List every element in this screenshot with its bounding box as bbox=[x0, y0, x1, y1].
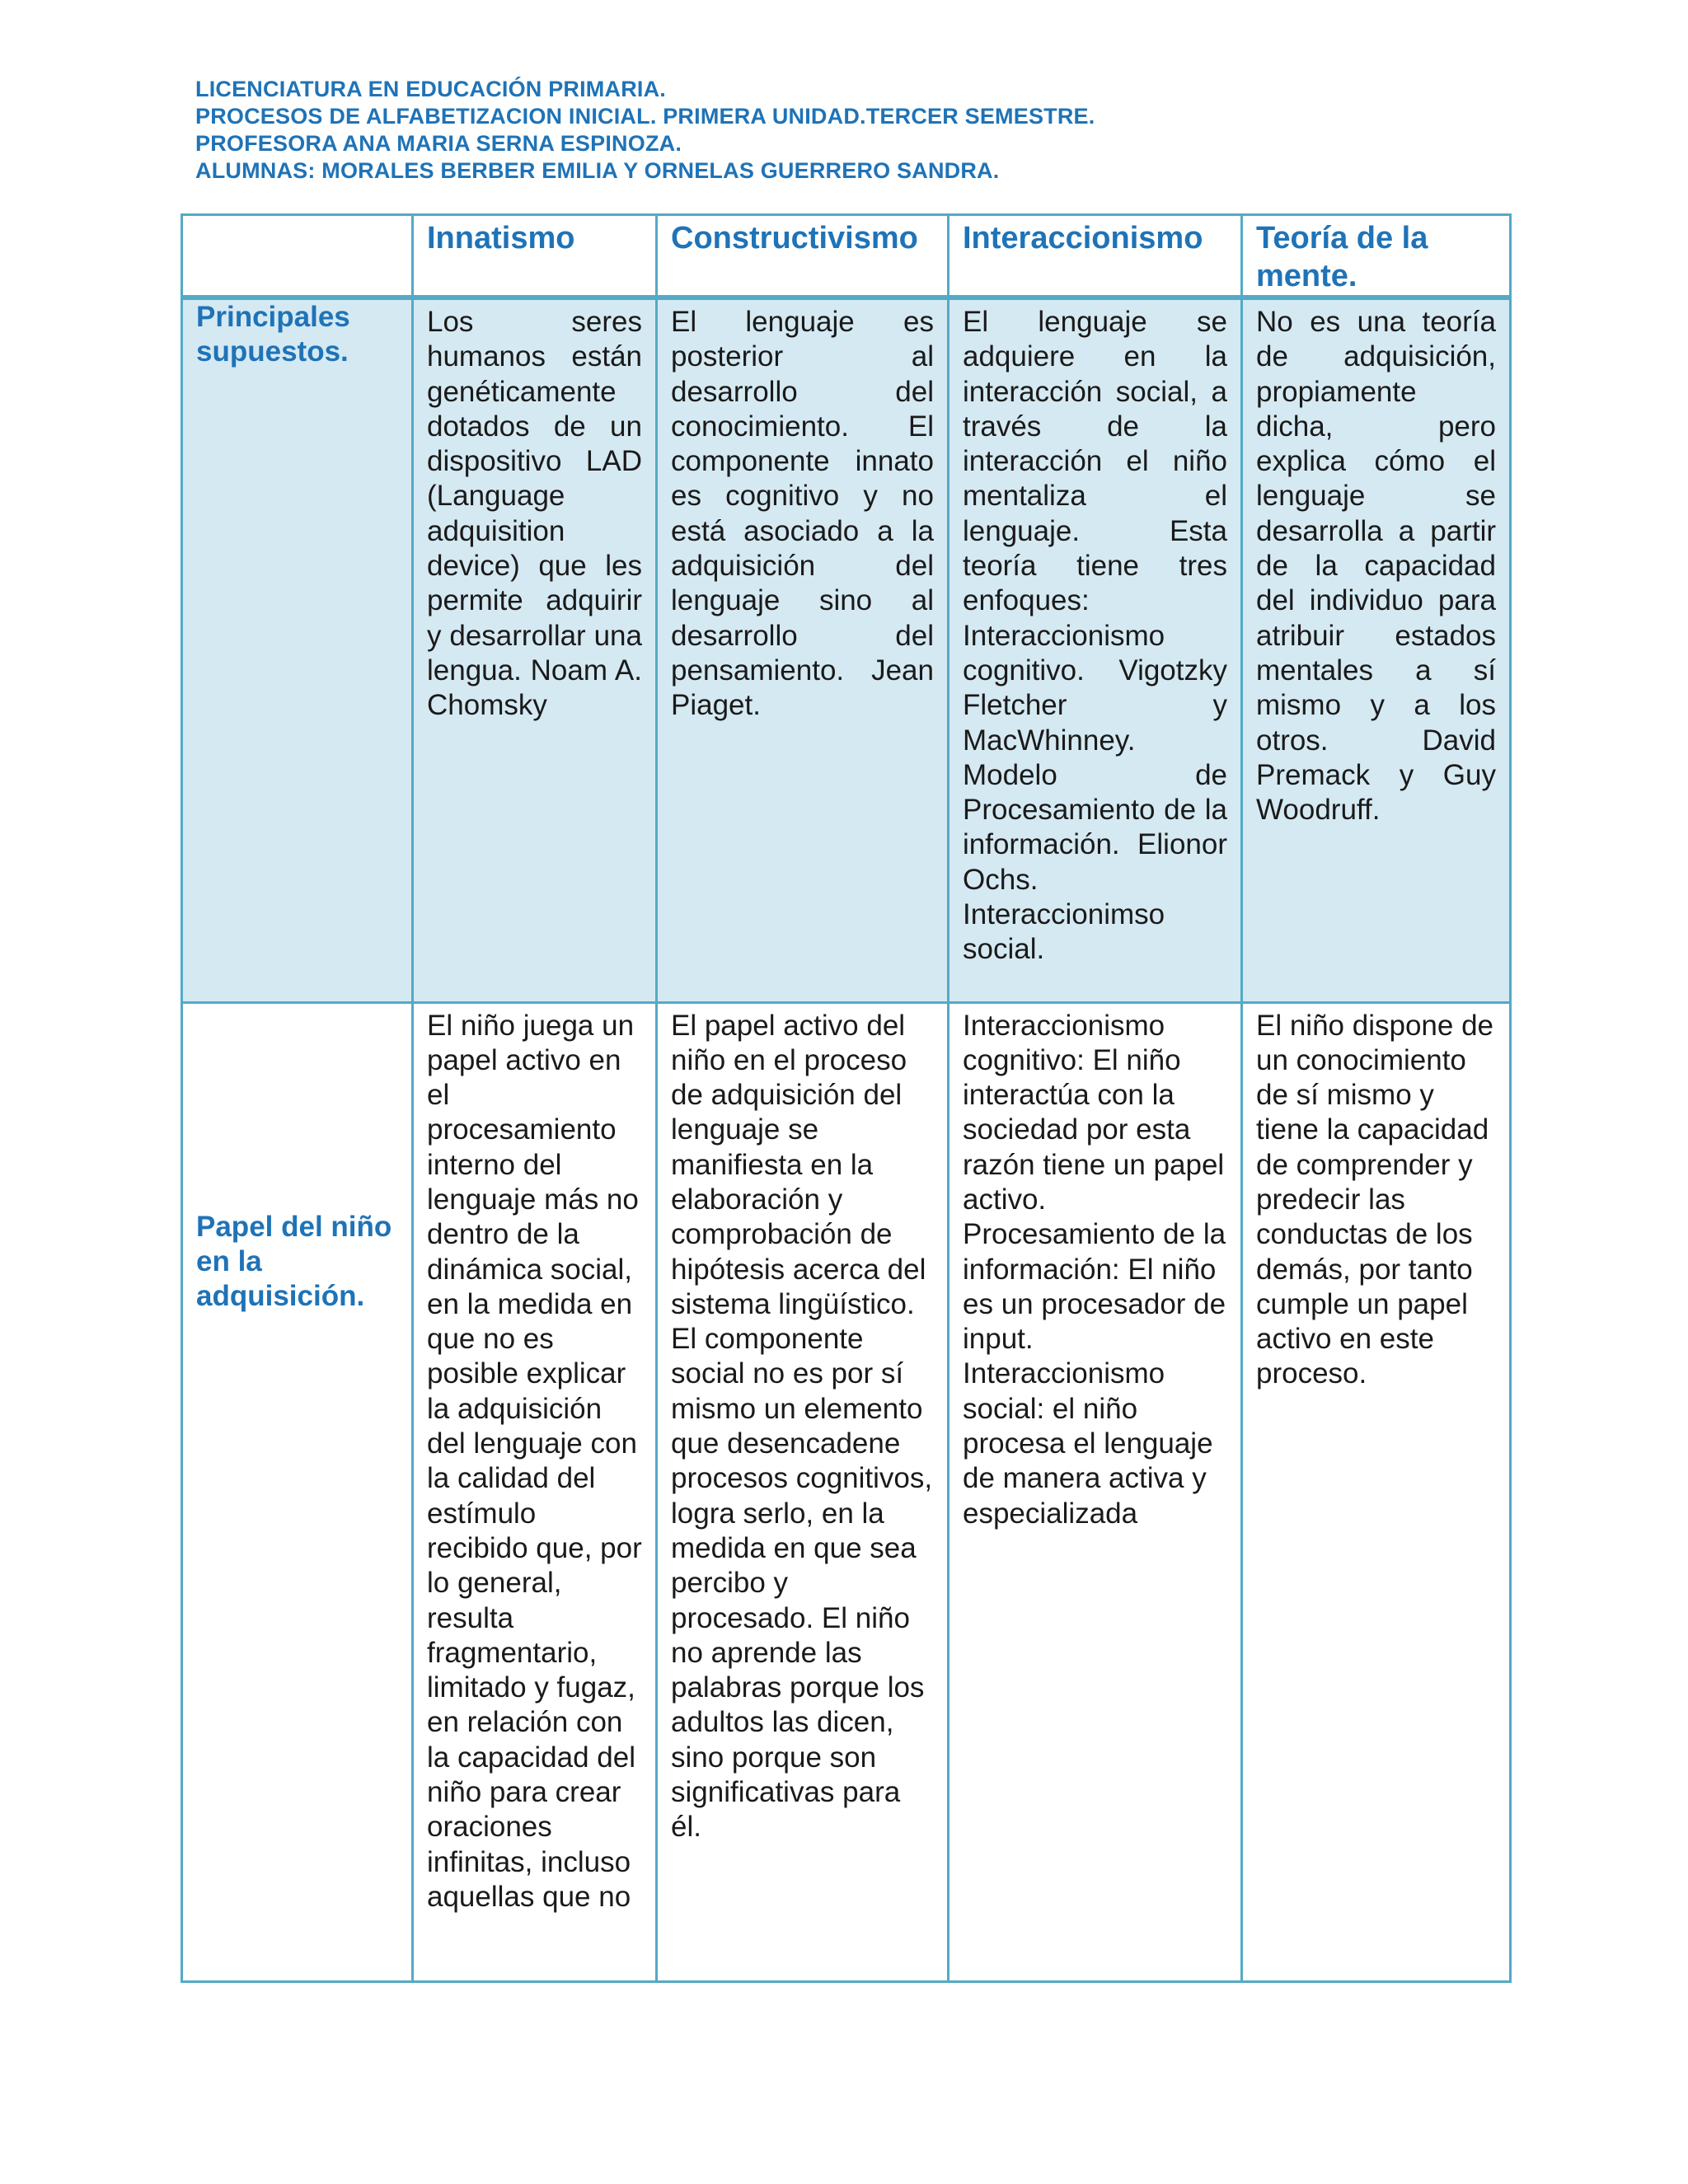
cell-interaccionismo-papel: Interaccionismo cognitivo: El niño interactúa con la sociedad por esta razón tiene un papel activo. Procesamiento de la información: El niño es un procesador de input. Interaccionismo social: el niño procesa el lenguaje de manera activa y especializada bbox=[963, 1009, 1226, 1530]
table-cell bbox=[949, 298, 1242, 1002]
column-header bbox=[413, 215, 657, 298]
column-header bbox=[1242, 215, 1511, 298]
cell-constructivismo-supuestos: El lenguaje es posterior al desarrollo del conocimiento. El componente innato es cognitivo y no está asociado a la adquisición del lenguaje sino al desarrollo del pensamiento. Jean Piaget. bbox=[671, 306, 934, 722]
column-header bbox=[657, 215, 949, 298]
header-course: PROCESOS DE ALFABETIZACION INICIAL. PRIMERA UNIDAD.TERCER SEMESTRE. bbox=[195, 104, 1095, 129]
table-corner-cell bbox=[182, 215, 413, 298]
column-header bbox=[949, 215, 1242, 298]
table-cell bbox=[413, 298, 657, 1002]
column-header-innatismo: Innatismo bbox=[427, 221, 575, 255]
table-cell bbox=[657, 298, 949, 1002]
row-header-papel-nino: Papel del niño en la adquisición. bbox=[196, 1210, 392, 1312]
cell-innatismo-supuestos: Los seres humanos están genéticamente dotados de un dispositivo LAD (Language adquisition device) que les permite adquirir y desarrollar una lengua. Noam A. Chomsky bbox=[427, 306, 642, 722]
row-header-cell bbox=[182, 1002, 413, 1981]
column-header-constructivismo: Constructivismo bbox=[671, 221, 918, 255]
header-students: ALUMNAS: MORALES BERBER EMILIA Y ORNELAS GUERRERO SANDRA. bbox=[195, 158, 1000, 183]
table-row bbox=[182, 298, 1511, 1002]
header-professor: PROFESORA ANA MARIA SERNA ESPINOZA. bbox=[195, 131, 682, 156]
table-cell bbox=[949, 1002, 1242, 1981]
document-header bbox=[195, 76, 1514, 185]
cell-constructivismo-papel: El papel activo del niño en el proceso de adquisición del lenguaje se manifiesta en la elaboración y comprobación de hipótesis acerca del sistema lingüístico. El componente social no es por sí mismo un elemento que desencadene procesos cognitivos, logra serlo, en la medida en que sea percibo y procesado. El niño no aprende las palabras porque los adultos las dicen, sino porque son significativas para él. bbox=[671, 1009, 933, 1844]
table-row bbox=[182, 1002, 1511, 1981]
cell-innatismo-papel: El niño juega un papel activo en el procesamiento interno del lenguaje más no dentro de la dinámica social, en la medida en que no es posible explicar la adquisición del lenguaje con la calidad del estímulo recibido que, por lo general, resulta fragmentario, limitado y fugaz, en relación con la capacidad del niño para crear oraciones infinitas, incluso aquellas que no bbox=[427, 1009, 642, 1913]
table-cell bbox=[657, 1002, 949, 1981]
header-program: LICENCIATURA EN EDUCACIÓN PRIMARIA. bbox=[195, 77, 666, 101]
column-header-teoria-mente: Teoría de la mente. bbox=[1256, 221, 1428, 293]
table-cell bbox=[413, 1002, 657, 1981]
row-header-principales-supuestos: Principales supuestos. bbox=[196, 301, 350, 368]
table-cell bbox=[1242, 1002, 1511, 1981]
cell-interaccionismo-supuestos: El lenguaje se adquiere en la interacción social, a través de la interacción el niño mentaliza el lenguaje. Esta teoría tiene tres enfoques: Interaccionismo cognitivo. Vigotzky Fletcher y MacWhinney. Modelo de Procesamiento de la información. Elionor Ochs. Interaccionimso social. bbox=[963, 306, 1227, 966]
table-cell bbox=[1242, 298, 1511, 1002]
row-header-cell bbox=[182, 298, 413, 1002]
column-header-interaccionismo: Interaccionismo bbox=[963, 221, 1203, 255]
comparison-table bbox=[181, 213, 1512, 1983]
cell-teoria-mente-papel: El niño dispone de un conocimiento de sí mismo y tiene la capacidad de comprender y predecir las conductas de los demás, por tanto cumple un papel activo en este proceso. bbox=[1256, 1009, 1493, 1390]
table-header-row bbox=[182, 215, 1511, 298]
cell-teoria-mente-supuestos: No es una teoría de adquisición, propiamente dicha, pero explica cómo el lenguaje se desarrolla a partir de la capacidad del individuo para atribuir estados mentales a sí mismo y a los otros. David Premack y Guy Woodruff. bbox=[1256, 306, 1496, 827]
